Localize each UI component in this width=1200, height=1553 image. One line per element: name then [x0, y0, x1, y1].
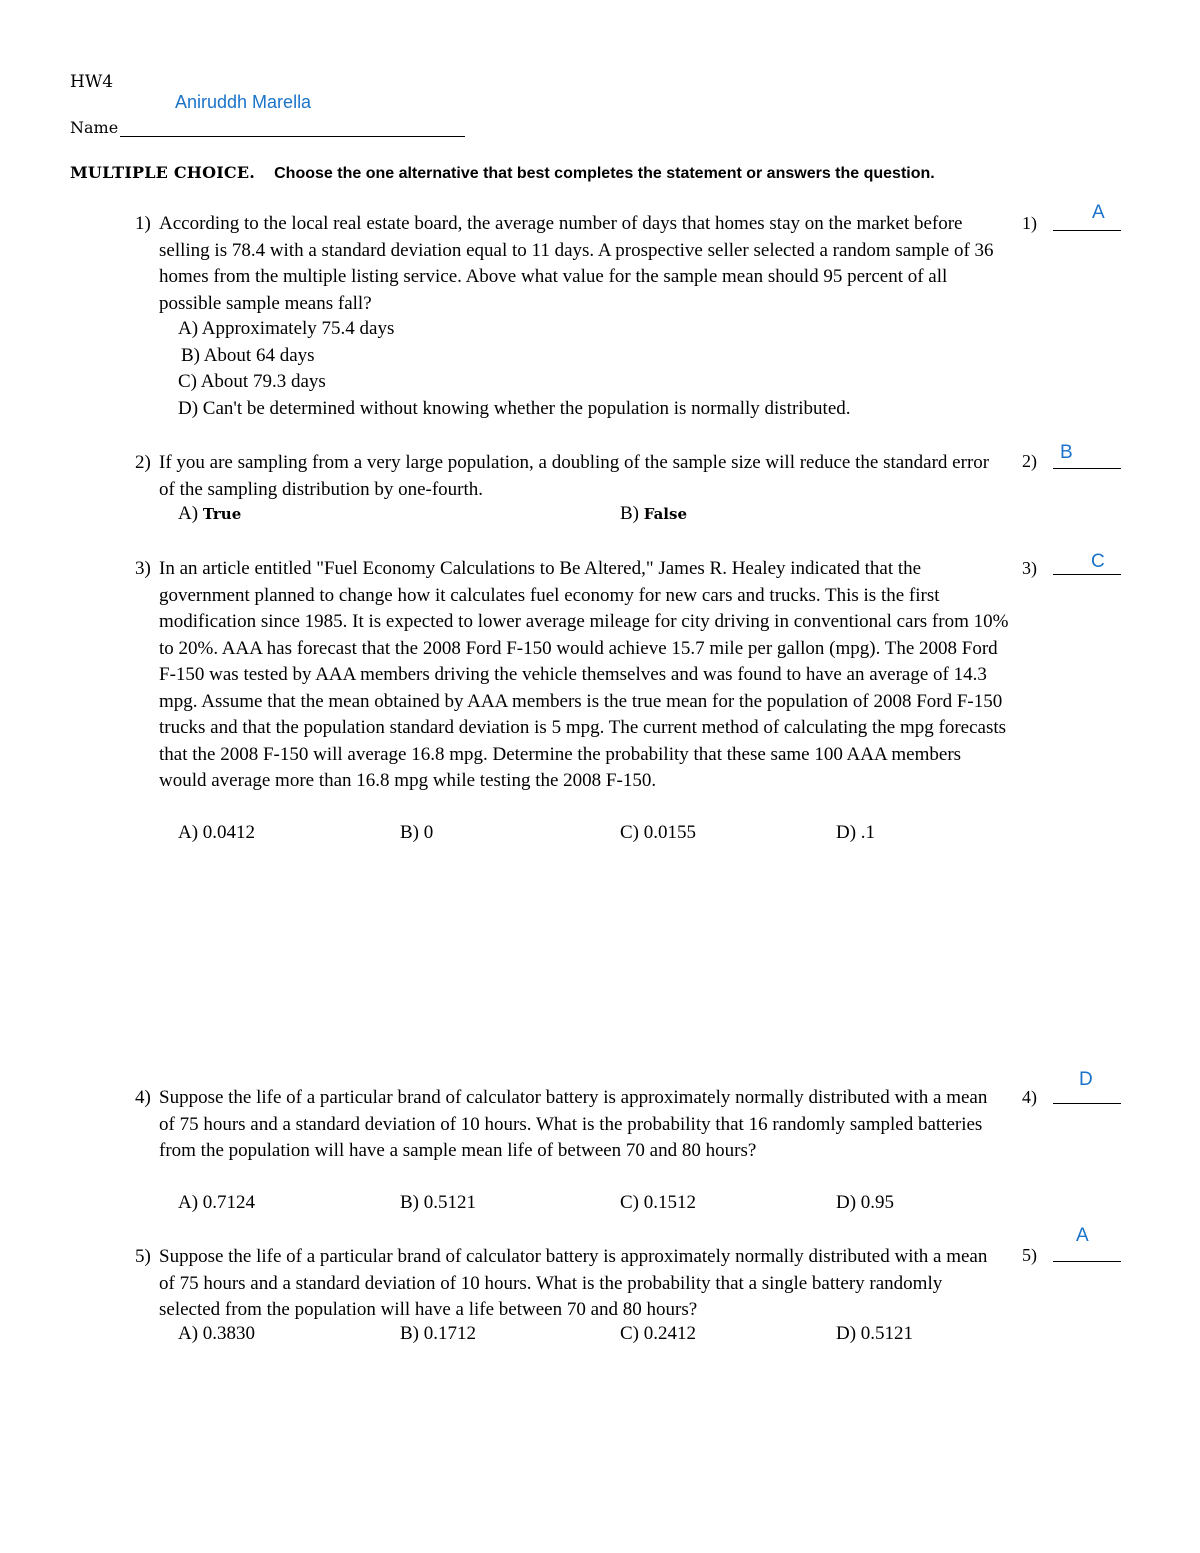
question-5: [135, 1244, 1005, 1324]
question-text: In an article entitled "Fuel Economy Calculations to Be Altered," James R. Healey indicated that the government planned to change how it calculates fuel economy for new cars and trucks. This is the first modification since 1985. It is expected to lower average mileage for city driving in conventional cars from 10% to 20%. AAA has forecast that the 2008 Ford F-150 would achieve 15.7 mile per gallon (mpg). The 2008 Ford F-150 was tested by AAA members driving the vehicle themselves and was found to have an average of 14.3 mpg. Assume that the mean obtained by AAA members is the true mean for the population of 2008 Ford F-150 trucks and that the population standard deviation is 5 mpg. The current method of calculating the mpg forecasts that the 2008 F-150 will average 16.8 mpg. Determine the probability that these same 100 AAA members would average more than 16.8 mpg while testing the 2008 F-150.: [159, 558, 1009, 791]
answer-letter: D: [1079, 1069, 1093, 1090]
option-d: D) Can't be determined without knowing whether the population is normally distributed.: [178, 398, 851, 419]
question-text: Suppose the life of a particular brand of calculator battery is approximately normally distributed with a mean of 75 hours and a standard deviation of 10 hours. What is the probability that a single battery randomly selected from the population will have a life between 70 and 80 hours?: [159, 1246, 988, 1320]
option-b: B) 0.5121: [400, 1192, 476, 1213]
question-number: 4): [135, 1087, 151, 1108]
option-c: C) 0.0155: [620, 822, 696, 843]
answer-blank: [1053, 230, 1121, 231]
student-name: Aniruddh Marella: [175, 92, 312, 112]
answer-number: 4): [1022, 1087, 1037, 1107]
question-1: [135, 211, 1005, 317]
instructions: [70, 163, 935, 183]
instructions-text: Choose the one alternative that best completes the statement or answers the question.: [274, 165, 935, 182]
option-d: D) 0.95: [836, 1192, 895, 1213]
option-a: [178, 503, 241, 525]
answer-letter: A: [1076, 1225, 1089, 1246]
question-3: [135, 556, 1010, 795]
answer-number: 3): [1022, 558, 1037, 578]
question-number: 2): [135, 452, 151, 473]
answer-number: 2): [1022, 451, 1037, 471]
question-number: 1): [135, 213, 151, 234]
answer-letter: A: [1092, 202, 1105, 223]
question-4: [135, 1085, 1005, 1165]
name-field: [70, 118, 465, 137]
answer-blank: [1053, 1103, 1121, 1104]
question-number: 5): [135, 1246, 151, 1267]
option-b: B) 0: [400, 822, 434, 843]
answer-blank: [1053, 1261, 1121, 1262]
option-c: C) About 79.3 days: [178, 371, 326, 392]
question-number: 3): [135, 558, 151, 579]
question-2: [135, 450, 1005, 503]
name-label: Name: [70, 118, 119, 137]
option-c: C) 0.1512: [620, 1192, 696, 1213]
answer-number: 5): [1022, 1245, 1037, 1265]
option-a: A) 0.0412: [178, 822, 256, 843]
answer-letter: C: [1091, 551, 1105, 572]
answer-blank: [1053, 468, 1121, 469]
question-text: If you are sampling from a very large population, a doubling of the sample size will reduce the standard error of the sampling distribution by one-fourth.: [159, 452, 990, 500]
name-underline: [120, 120, 465, 137]
option-a: A) Approximately 75.4 days: [178, 318, 395, 339]
option-b: [620, 503, 687, 525]
option-label: False: [643, 505, 687, 523]
option-b: B) About 64 days: [181, 345, 315, 366]
option-prefix: A): [178, 503, 199, 524]
option-a: A) 0.7124: [178, 1192, 256, 1213]
homework-title: HW4: [70, 72, 114, 92]
answer-blank: [1053, 574, 1121, 575]
instructions-heading: MULTIPLE CHOICE.: [70, 163, 256, 182]
question-text: According to the local real estate board, the average number of days that homes stay on the market before selling is 78.4 with a standard deviation equal to 11 days. A prospective seller selected a random sample of 36 homes from the multiple listing service. Above what value for the sample mean should 95 percent of all possible sample means fall?: [159, 213, 994, 314]
answer-letter: B: [1060, 442, 1073, 463]
option-d: D) 0.5121: [836, 1323, 914, 1344]
option-d: D) .1: [836, 822, 876, 843]
option-c: C) 0.2412: [620, 1323, 696, 1344]
option-b: B) 0.1712: [400, 1323, 476, 1344]
question-text: Suppose the life of a particular brand of calculator battery is approximately normally distributed with a mean of 75 hours and a standard deviation of 10 hours. What is the probability that 16 randomly sampled batteries from the population will have a sample mean life of between 70 and 80 hours?: [159, 1087, 988, 1161]
option-prefix: B): [620, 503, 639, 524]
option-label: True: [202, 505, 242, 523]
answer-number: 1): [1022, 213, 1037, 233]
option-a: A) 0.3830: [178, 1323, 256, 1344]
